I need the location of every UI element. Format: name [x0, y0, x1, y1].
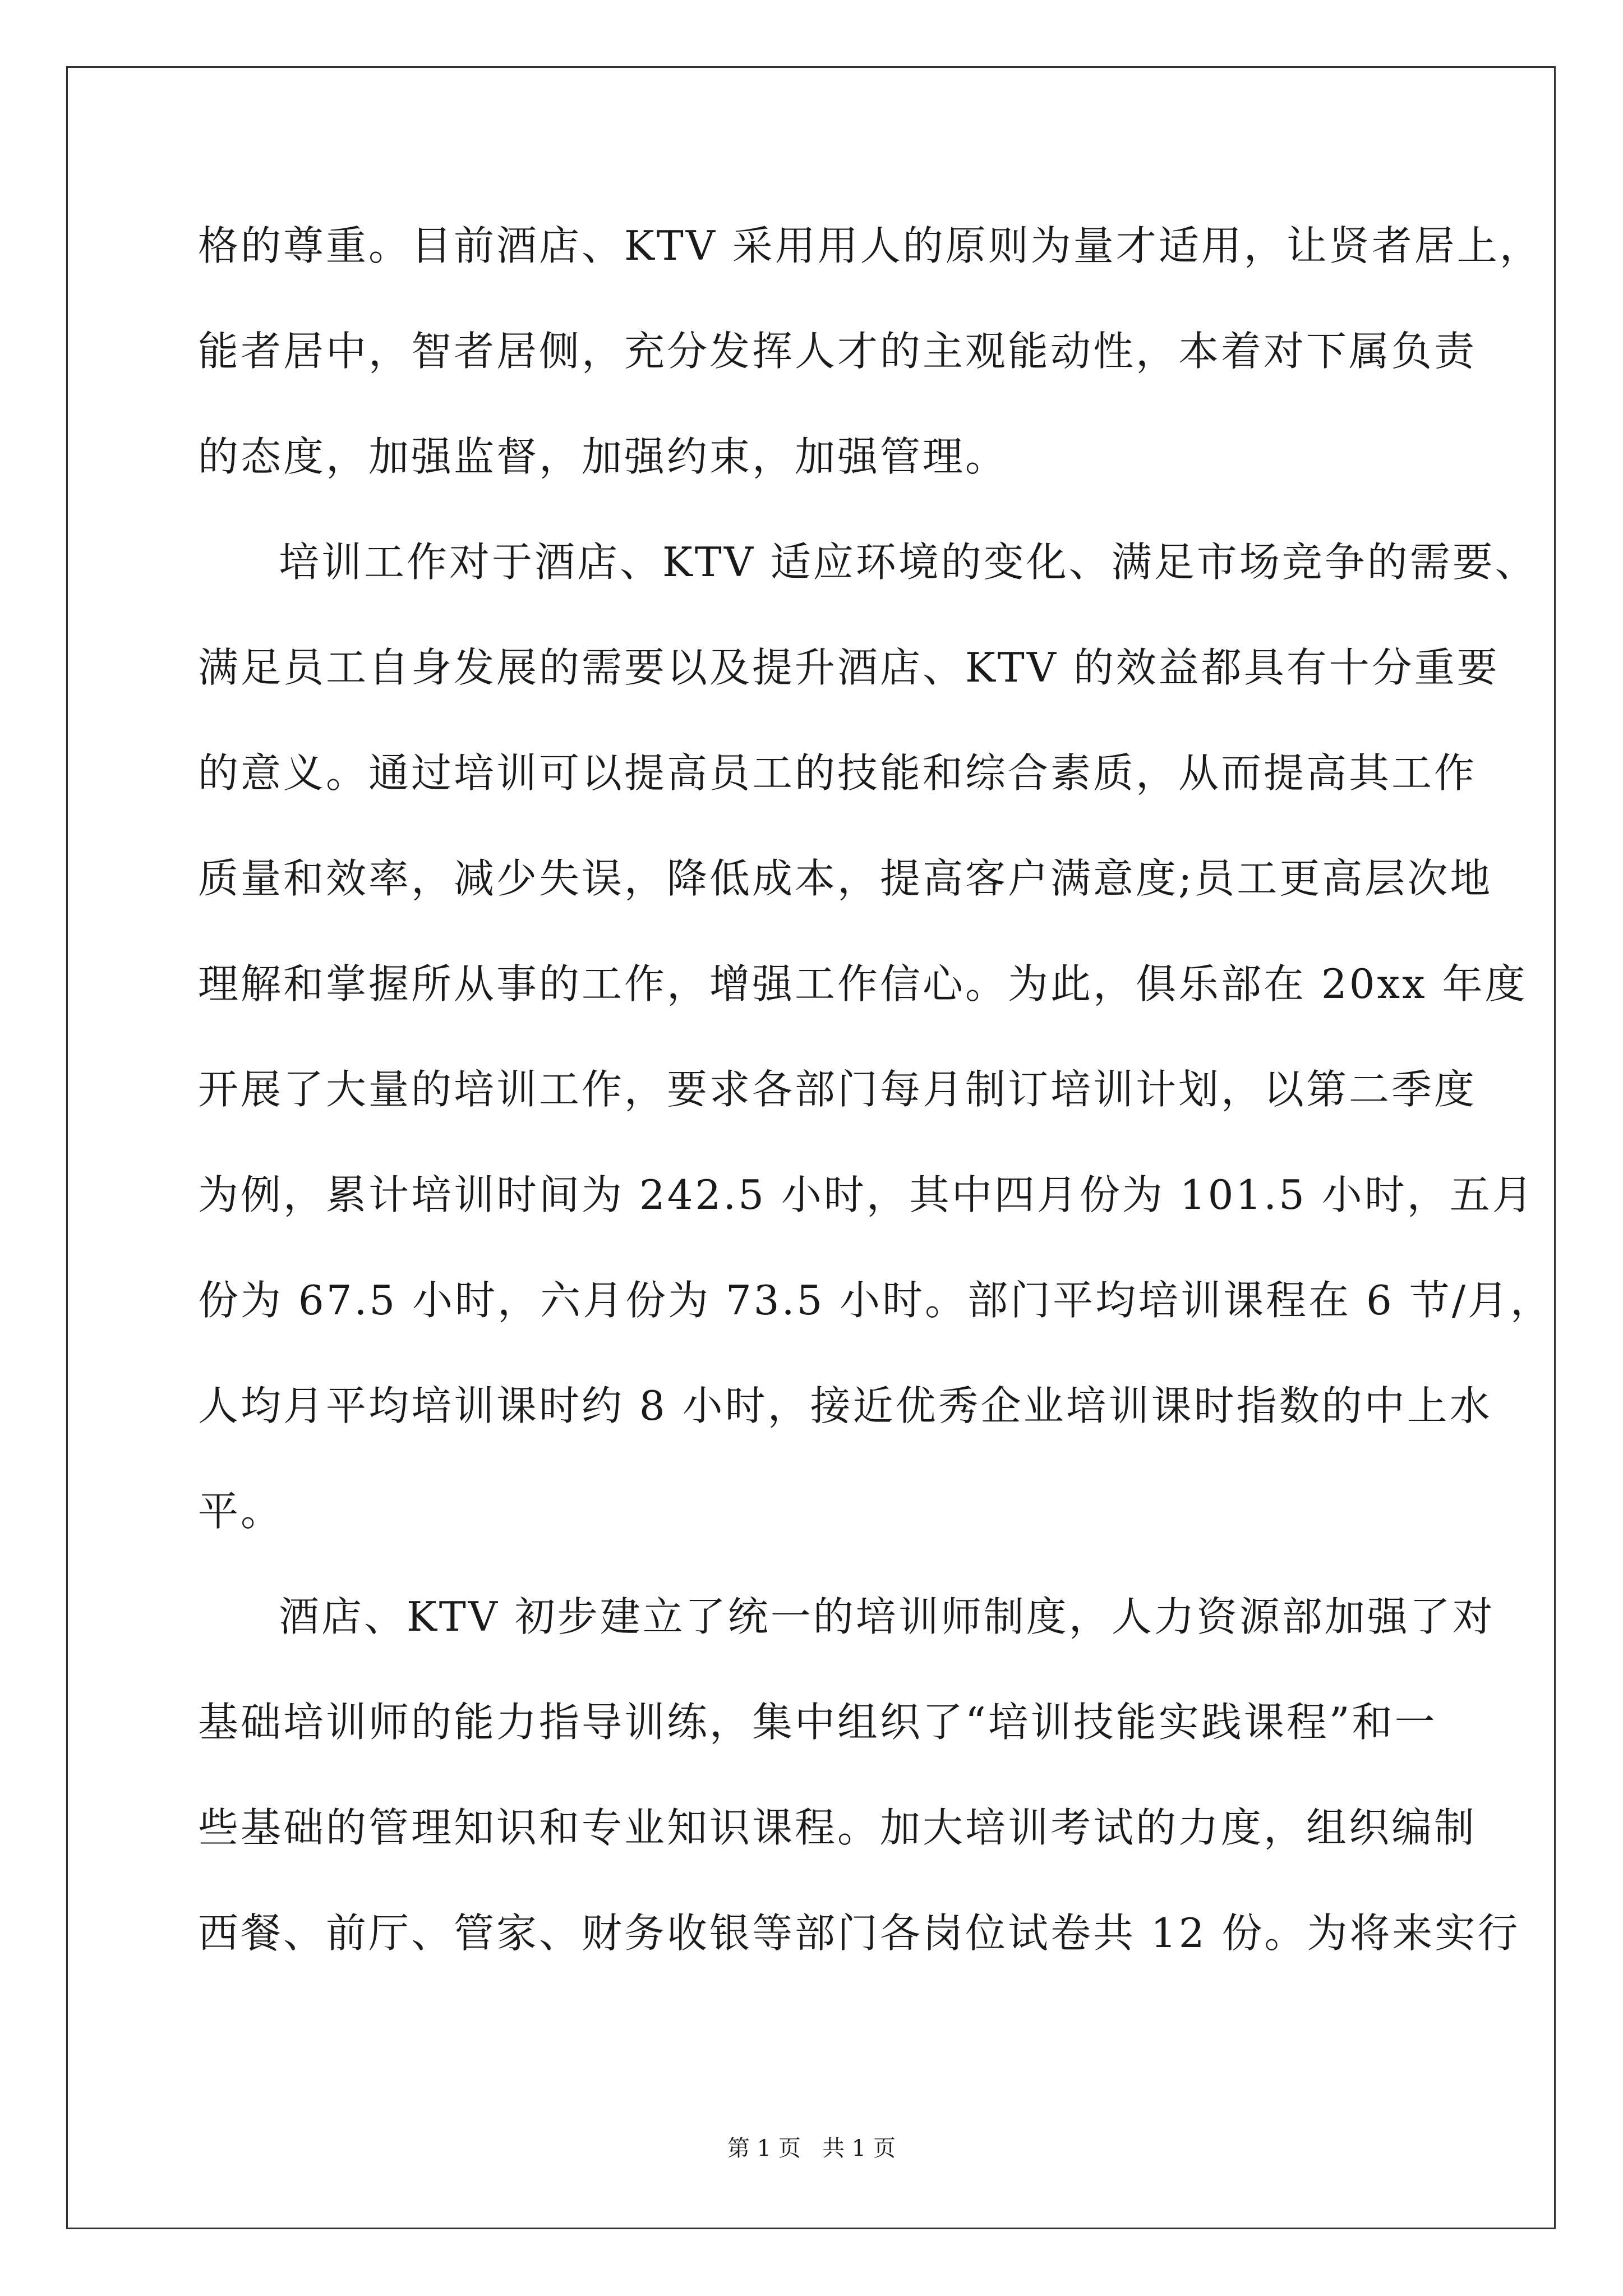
- text-line: 的意义。通过培训可以提高员工的技能和综合素质，从而提高其工作: [198, 749, 1477, 797]
- paragraph: [198, 509, 1553, 1564]
- text-line: 的态度，加强监督，加强约束，加强管理。: [198, 433, 1008, 480]
- text-line: 理解和掌握所从事的工作，增强工作信心。为此，俱乐部在 20xx 年度: [198, 960, 1528, 1007]
- page-footer: 第 1 页 共 1 页: [727, 2136, 896, 2161]
- text-line: 开展了大量的培训工作，要求各部门每月制订培训计划，以第二季度: [198, 1066, 1477, 1113]
- text-line: 份为 67.5 小时，六月份为 73.5 小时。部门平均培训课程在 6 节/月，: [198, 1277, 1553, 1324]
- text-line: 培训工作对于酒店、KTV 适应环境的变化、满足市场竞争的需要、: [279, 539, 1538, 586]
- paragraph: [198, 193, 1542, 509]
- text-line: 基础培训师的能力指导训练，集中组织了“培训技能实践课程”和一: [198, 1699, 1437, 1746]
- paragraph: [198, 1564, 1520, 1986]
- text-line: 质量和效率，减少失误，降低成本，提高客户满意度;员工更高层次地: [198, 855, 1493, 902]
- text-line: 满足员工自身发展的需要以及提升酒店、KTV 的效益都具有十分重要: [198, 644, 1500, 691]
- text-line: 酒店、KTV 初步建立了统一的培训师制度，人力资源部加强了对: [279, 1593, 1495, 1640]
- text-line: 为例，累计培训时间为 242.5 小时，其中四月份为 101.5 小时，五月: [198, 1171, 1535, 1218]
- text-line: 些基础的管理知识和专业知识课程。加大培训考试的力度，组织编制: [198, 1804, 1477, 1851]
- text-line: 西餐、前厅、管家、财务收银等部门各岗位试卷共 12 份。为将来实行: [198, 1910, 1520, 1957]
- document-body: [198, 193, 1553, 1986]
- text-line: 能者居中，智者居侧，充分发挥人才的主观能动性，本着对下属负责: [198, 328, 1477, 375]
- text-line: 人均月平均培训课时约 8 小时，接近优秀企业培训课时指数的中上水: [198, 1382, 1492, 1429]
- text-line: 格的尊重。目前酒店、KTV 采用用人的原则为量才适用，让贤者居上，: [198, 222, 1542, 269]
- text-line: 平。: [198, 1488, 284, 1535]
